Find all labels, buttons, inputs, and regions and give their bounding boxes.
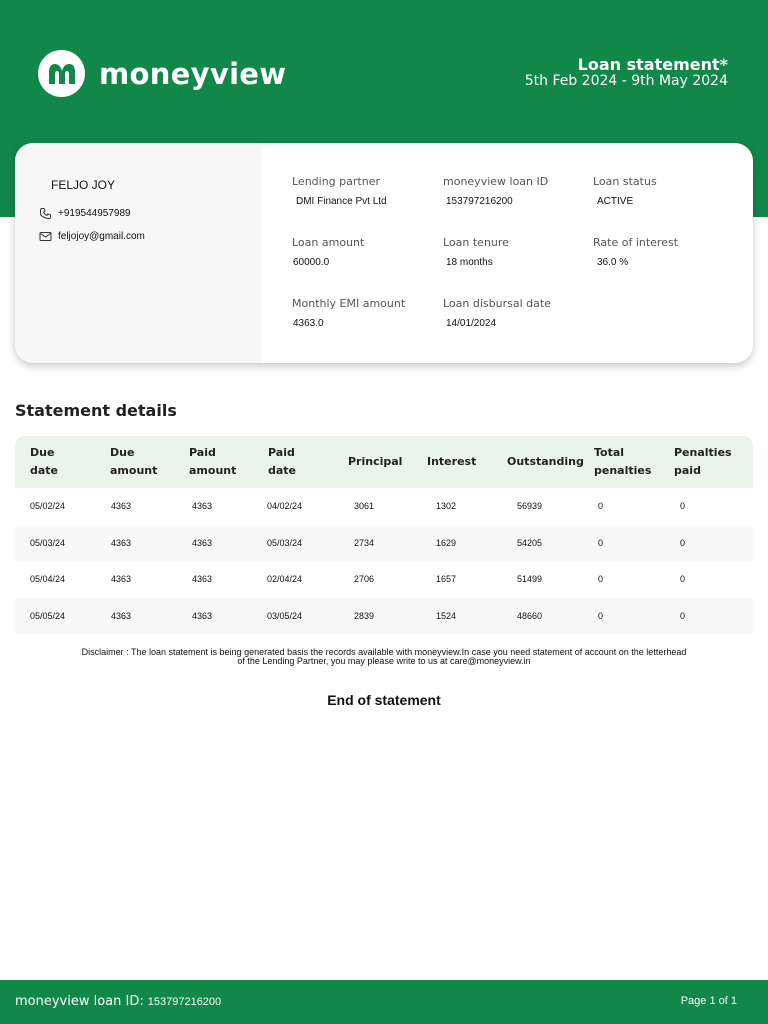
- cell-due-date: 05/02/24: [30, 501, 66, 512]
- footer-loan-id-label: moneyview loan ID:: [15, 994, 144, 1009]
- column-header-due-amount: Due amount: [110, 446, 158, 477]
- footer: [0, 980, 768, 1024]
- cell-total-penalties: 0: [598, 610, 604, 621]
- footer-loan-id-value: 153797216200: [147, 996, 222, 1008]
- loan-amount-value: 60000.0: [293, 257, 330, 268]
- lending-partner-label: Lending partner: [292, 175, 380, 188]
- cell-principal: 2706: [354, 574, 375, 585]
- cell-penalties-paid: 0: [680, 537, 686, 548]
- loan-summary-card: [15, 143, 753, 363]
- customer-email: [39, 230, 145, 243]
- column-header-due-date: Due date: [30, 446, 59, 477]
- statement-title: Loan statement*: [577, 55, 728, 74]
- loan-id-label: moneyview loan ID: [443, 175, 549, 188]
- loan-status-value: ACTIVE: [597, 196, 634, 207]
- cell-paid-date: 05/03/24: [267, 537, 303, 548]
- column-header-total-penalties: Total penalties: [594, 446, 652, 477]
- loan-amount-field: [292, 236, 364, 269]
- page-number: Page 1 of 1: [680, 995, 737, 1007]
- cell-interest: 1302: [436, 501, 457, 512]
- monthly-emi-value: 4363.0: [293, 318, 324, 329]
- interest-rate-label: Rate of interest: [593, 236, 679, 249]
- table-body: [15, 488, 753, 634]
- cell-penalties-paid: 0: [680, 610, 686, 621]
- cell-due-amount: 4363: [111, 537, 132, 548]
- column-header-outstanding: Outstanding: [507, 455, 584, 468]
- cell-outstanding: 51499: [517, 574, 543, 585]
- customer-name: FELJO JOY: [51, 178, 116, 192]
- cell-due-date: 05/05/24: [30, 610, 66, 621]
- lending-partner-field: [292, 175, 387, 208]
- phone-icon: [39, 207, 52, 220]
- cell-paid-amount: 4363: [192, 574, 213, 585]
- column-header-penalties-paid: Penalties paid: [674, 446, 732, 477]
- cell-due-amount: 4363: [111, 501, 132, 512]
- interest-rate-field: [593, 236, 678, 269]
- brand-name: moneyview: [99, 56, 287, 91]
- loan-tenure-field: [443, 236, 509, 269]
- disclaimer-line-2: of the Lending Partner, you may please write to us at care@moneyview.in: [237, 656, 531, 666]
- cell-due-date: 05/04/24: [30, 574, 66, 585]
- moneyview-logo: [38, 50, 286, 97]
- cell-paid-amount: 4363: [192, 501, 213, 512]
- cell-penalties-paid: 0: [680, 574, 686, 585]
- cell-principal: 2734: [354, 537, 375, 548]
- loan-tenure-value: 18 months: [446, 257, 493, 268]
- moneyview-logo-icon: [38, 50, 85, 97]
- cell-paid-date: 04/02/24: [267, 501, 303, 512]
- lending-partner-value: DMI Finance Pvt Ltd: [296, 196, 387, 207]
- cell-principal: 3061: [354, 501, 375, 512]
- cell-paid-date: 02/04/24: [267, 574, 303, 585]
- monthly-emi-field: [292, 297, 405, 330]
- cell-due-date: 05/03/24: [30, 537, 66, 548]
- table-row: [15, 561, 753, 598]
- cell-penalties-paid: 0: [680, 501, 686, 512]
- disclaimer-line-1: Disclaimer : The loan statement is being generated basis the records available with moneyview.In case you need statement of account on the letterhead: [81, 647, 687, 657]
- cell-total-penalties: 0: [598, 501, 604, 512]
- statement-heading: [525, 56, 728, 90]
- cell-outstanding: 54205: [517, 537, 543, 548]
- cell-paid-amount: 4363: [192, 537, 213, 548]
- cell-paid-date: 03/05/24: [267, 610, 303, 621]
- cell-interest: 1657: [436, 574, 457, 585]
- disbursal-date-value: 14/01/2024: [446, 318, 497, 329]
- column-header-principal: Principal: [348, 455, 403, 468]
- column-header-paid-date: Paid date: [268, 446, 297, 477]
- column-header-paid-amount: Paid amount: [189, 446, 237, 477]
- disbursal-date-field: [443, 297, 551, 330]
- loan-amount-label: Loan amount: [292, 236, 365, 249]
- cell-interest: 1524: [436, 610, 457, 621]
- mail-icon: [39, 230, 52, 243]
- cell-total-penalties: 0: [598, 537, 604, 548]
- statement-date-range: 5th Feb 2024 - 9th May 2024: [524, 73, 728, 89]
- cell-interest: 1629: [436, 537, 457, 548]
- loan-status-field: [593, 175, 657, 208]
- cell-total-penalties: 0: [598, 574, 604, 585]
- table-row: [15, 598, 753, 635]
- loan-status-label: Loan status: [593, 175, 657, 188]
- disclaimer: [30, 648, 738, 666]
- end-of-statement: End of statement: [327, 692, 441, 708]
- column-header-interest: Interest: [427, 455, 477, 468]
- cell-due-amount: 4363: [111, 610, 132, 621]
- email-address: feljojoy@gmail.com: [58, 231, 145, 242]
- table-header: [15, 436, 753, 488]
- loan-tenure-label: Loan tenure: [443, 236, 509, 249]
- monthly-emi-label: Monthly EMI amount: [292, 297, 406, 310]
- disbursal-date-label: Loan disbursal date: [443, 297, 551, 310]
- interest-rate-value: 36.0 %: [597, 257, 629, 268]
- cell-outstanding: 48660: [517, 610, 543, 621]
- statement-table: [15, 436, 753, 634]
- cell-paid-amount: 4363: [192, 610, 213, 621]
- cell-due-amount: 4363: [111, 574, 132, 585]
- cell-outstanding: 56939: [517, 501, 543, 512]
- section-title: Statement details: [15, 401, 177, 420]
- table-row: [15, 525, 753, 562]
- loan-id-field: [443, 175, 548, 208]
- customer-phone: [39, 207, 131, 220]
- cell-principal: 2839: [354, 610, 375, 621]
- loan-id-value: 153797216200: [446, 196, 513, 207]
- footer-loan-id: [15, 994, 221, 1009]
- phone-number: +919544957989: [58, 208, 131, 219]
- table-row: [15, 488, 753, 525]
- customer-panel: [15, 143, 261, 363]
